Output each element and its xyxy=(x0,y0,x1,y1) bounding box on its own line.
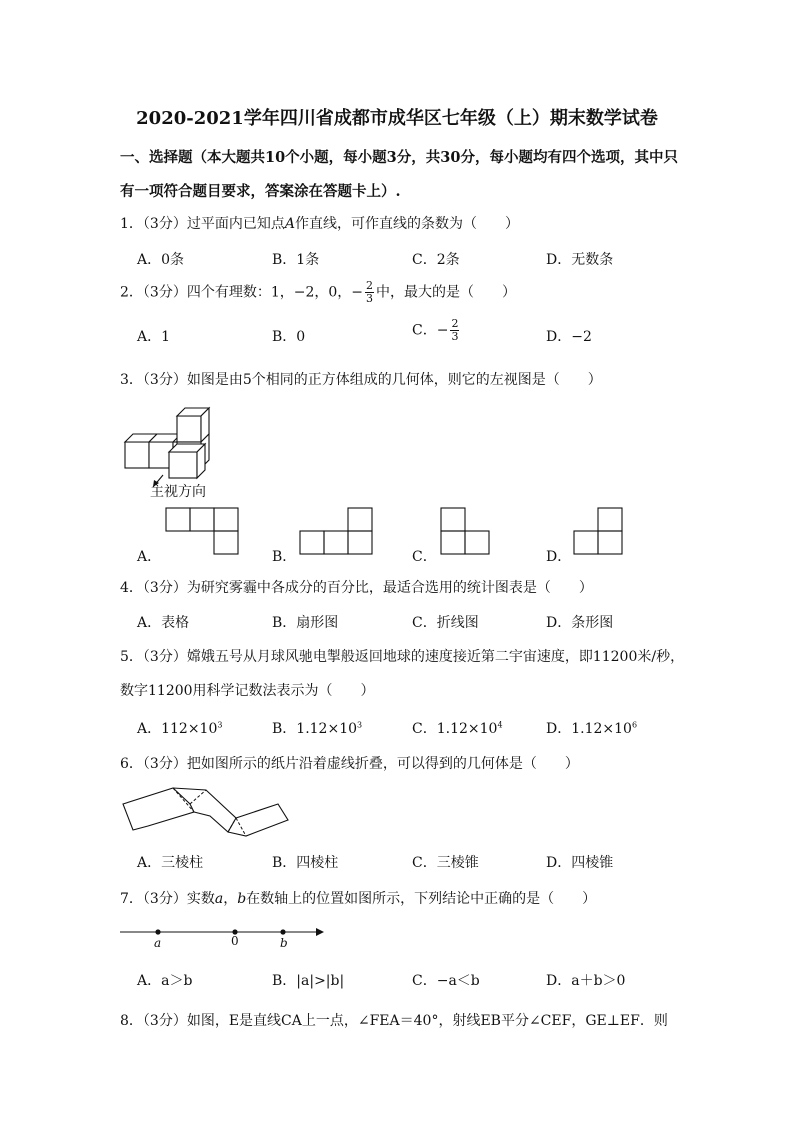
question-7: 7．（3分）实数a，b在数轴上的位置如图所示，下列结论中正确的是（ ） xyxy=(120,891,597,907)
q2-option-d[interactable]: D．−2 xyxy=(546,329,592,345)
axis-label-zero: 0 xyxy=(231,934,239,948)
q2-fraction: $\frac{2}{3}$ xyxy=(366,279,373,305)
q6-option-b[interactable]: B．四棱柱 xyxy=(272,855,339,871)
q3-option-d-view xyxy=(573,507,625,557)
q1-option-a[interactable]: A．0条 xyxy=(137,252,185,268)
question-5-line1: 5．（3分）嫦娥五号从月球风驰电掣般返回地球的速度接近第二宇宙速度，即11200米/秒， xyxy=(120,649,685,665)
q2-option-b[interactable]: B．0 xyxy=(272,329,306,345)
q6-option-a[interactable]: A．三棱柱 xyxy=(137,855,204,871)
q4-option-a[interactable]: A．表格 xyxy=(137,615,190,631)
axis-label-a: a xyxy=(154,936,162,950)
q1-option-c[interactable]: C．2条 xyxy=(412,252,460,268)
point-b xyxy=(280,929,285,934)
q7-option-c[interactable]: C．−a＜b xyxy=(412,973,480,989)
question-6: 6．（3分）把如图所示的纸片沿着虚线折叠，可以得到的几何体是（ ） xyxy=(120,756,579,772)
q3-option-a-view xyxy=(165,507,240,557)
front-view-label: 主视方向 xyxy=(150,484,206,500)
q3-option-b[interactable]: B． xyxy=(272,549,297,565)
q7-option-b[interactable]: B．|a|>|b| xyxy=(272,973,345,989)
q2-option-a[interactable]: A．1 xyxy=(137,329,171,345)
page-title: 2020-2021学年四川省成都市成华区七年级（上）期末数学试卷 xyxy=(136,108,658,129)
q5-option-a[interactable]: A．$112\times 10^3$ xyxy=(137,720,223,737)
question-8: 8．（3分）如图，E是直线CA上一点，∠FEA＝40°，射线EB平分∠CEF，GE⊥EF．则 xyxy=(120,1013,668,1029)
q1-option-b[interactable]: B．1条 xyxy=(272,252,320,268)
question-1: 1．（3分）过平面内已知点A作直线，可作直线的条数为（ ） xyxy=(120,216,519,232)
question-2: 2．（3分）四个有理数：1，−2，0，− $\frac{2}{3}$ 中，最大的是（ ） xyxy=(120,279,516,305)
q3-option-d[interactable]: D． xyxy=(546,549,572,565)
q3-option-a[interactable]: A． xyxy=(137,549,162,565)
q3-option-c[interactable]: C． xyxy=(412,549,437,565)
q5-option-d[interactable]: D．$1.12\times 10^6$ xyxy=(546,720,638,737)
q5-option-b[interactable]: B．$1.12\times 10^3$ xyxy=(272,720,363,737)
q7-option-d[interactable]: D．a＋b＞0 xyxy=(546,973,626,989)
question-4: 4．（3分）为研究雾霾中各成分的百分比，最适合选用的统计图表是（ ） xyxy=(120,580,593,596)
q4-option-c[interactable]: C．折线图 xyxy=(412,615,479,631)
number-line xyxy=(118,924,328,954)
q4-option-b[interactable]: B．扇形图 xyxy=(272,615,339,631)
q3-option-c-view xyxy=(440,507,492,557)
folding-net-figure xyxy=(118,784,328,844)
axis-label-b: b xyxy=(280,936,288,950)
q5-option-c[interactable]: C．$1.12\times 10^4$ xyxy=(412,720,503,737)
q2-option-c[interactable]: C．− $\frac{2}{3}$ xyxy=(412,317,459,343)
q6-option-c[interactable]: C．三棱锥 xyxy=(412,855,479,871)
section-heading-line2: 有一项符合题目要求，答案涂在答题卡上）. xyxy=(120,183,401,200)
question-5-line2: 数字11200用科学记数法表示为（ ） xyxy=(120,683,375,699)
q4-option-d[interactable]: D．条形图 xyxy=(546,615,614,631)
section-heading-line1: 一、选择题（本大题共10个小题，每小题3分，共30分，每小题均有四个选项，其中只 xyxy=(120,149,678,166)
point-a xyxy=(155,929,160,934)
q6-option-d[interactable]: D．四棱锥 xyxy=(546,855,614,871)
q1-option-d[interactable]: D．无数条 xyxy=(546,252,614,268)
q3-option-b-view xyxy=(299,507,374,557)
q7-option-a[interactable]: A．a＞b xyxy=(137,973,193,989)
question-3: 3．（3分）如图是由5个相同的正方体组成的几何体，则它的左视图是（ ） xyxy=(120,372,602,388)
